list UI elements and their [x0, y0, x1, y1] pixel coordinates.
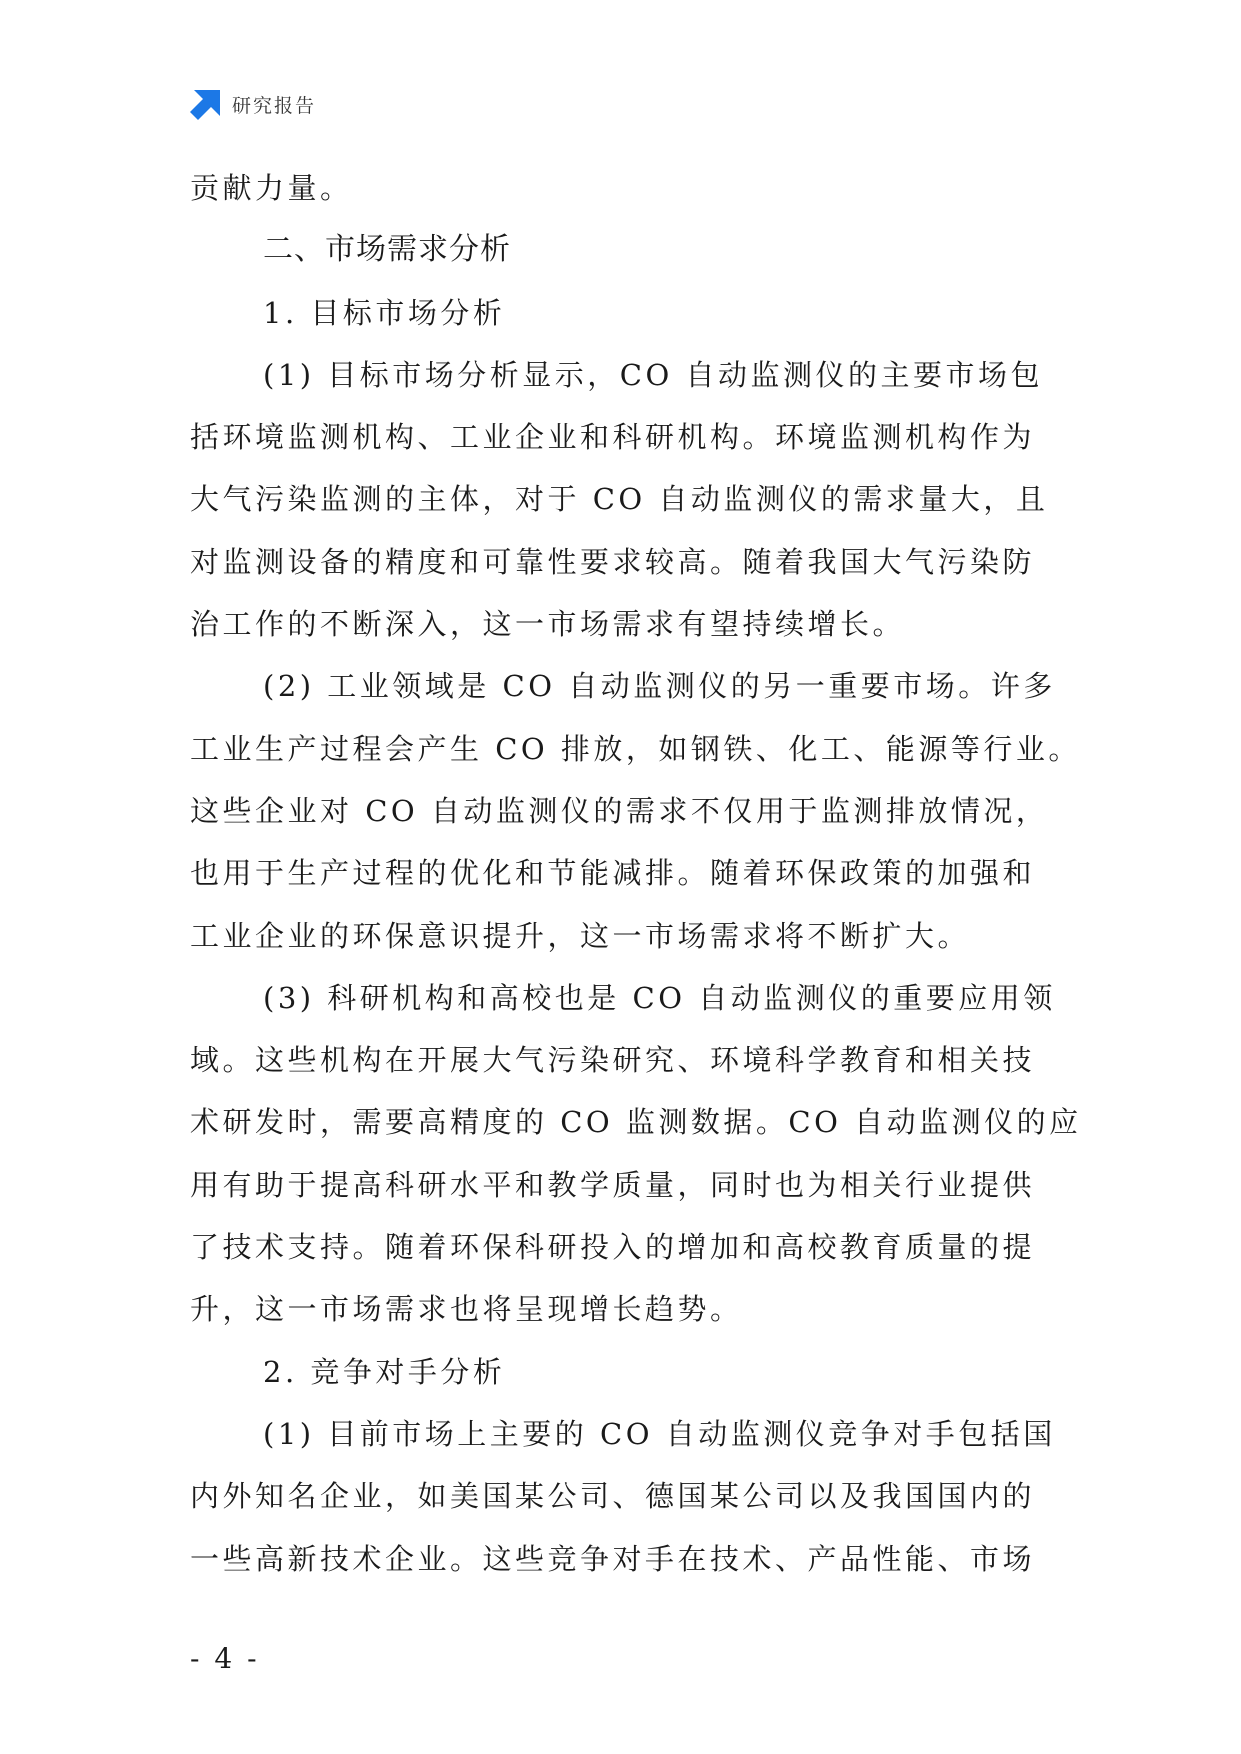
text-line: 对监测设备的精度和可靠性要求较高。随着我国大气污染防 — [190, 544, 1036, 579]
text-line: 这些企业对 CO 自动监测仪的需求不仅用于监测排放情况， — [190, 793, 1049, 828]
text-line: 也用于生产过程的优化和节能减排。随着环保政策的加强和 — [190, 856, 1036, 891]
header-title: 研究报告 — [232, 94, 317, 117]
section-heading: 二、市场需求分析 — [263, 232, 511, 268]
text-line: 术研发时，需要高精度的 CO 监测数据。CO 自动监测仪的应 — [190, 1105, 1082, 1140]
text-line: 括环境监测机构、工业企业和科研机构。环境监测机构作为 — [190, 420, 1036, 455]
document-body — [190, 157, 1082, 1590]
text-line: (3) 科研机构和高校也是 CO 自动监测仪的重要应用领 — [263, 980, 1056, 1015]
text-line: 2. 竞争对手分析 — [263, 1354, 506, 1389]
text-line: 内外知名企业，如美国某公司、德国某公司以及我国国内的 — [190, 1479, 1036, 1514]
page-number: - 4 - — [190, 1642, 260, 1675]
text-line: (1) 目标市场分析显示，CO 自动监测仪的主要市场包 — [263, 357, 1043, 392]
text-line: 贡献力量。 — [190, 171, 353, 205]
arrow-up-right-icon — [190, 88, 222, 120]
text-line: 治工作的不断深入，这一市场需求有望持续增长。 — [190, 607, 906, 642]
text-line: 升，这一市场需求也将呈现增长趋势。 — [190, 1292, 743, 1327]
text-line: 1. 目标市场分析 — [263, 295, 506, 330]
text-line: 工业生产过程会产生 CO 排放，如钢铁、化工、能源等行业。 — [190, 731, 1081, 766]
text-line: 域。这些机构在开展大气污染研究、环境科学教育和相关技 — [190, 1043, 1036, 1078]
page-header — [190, 88, 316, 120]
text-line: 了技术支持。随着环保科研投入的增加和高校教育质量的提 — [190, 1230, 1036, 1265]
text-line: 大气污染监测的主体，对于 CO 自动监测仪的需求量大，且 — [190, 482, 1049, 517]
text-line: (2) 工业领域是 CO 自动监测仪的另一重要市场。许多 — [263, 669, 1056, 704]
text-line: 用有助于提高科研水平和教学质量，同时也为相关行业提供 — [190, 1167, 1036, 1202]
text-line: (1) 目前市场上主要的 CO 自动监测仪竞争对手包括国 — [263, 1416, 1056, 1451]
text-line: 一些高新技术企业。这些竞争对手在技术、产品性能、市场 — [190, 1541, 1036, 1576]
text-line: 工业企业的环保意识提升，这一市场需求将不断扩大。 — [190, 918, 971, 953]
